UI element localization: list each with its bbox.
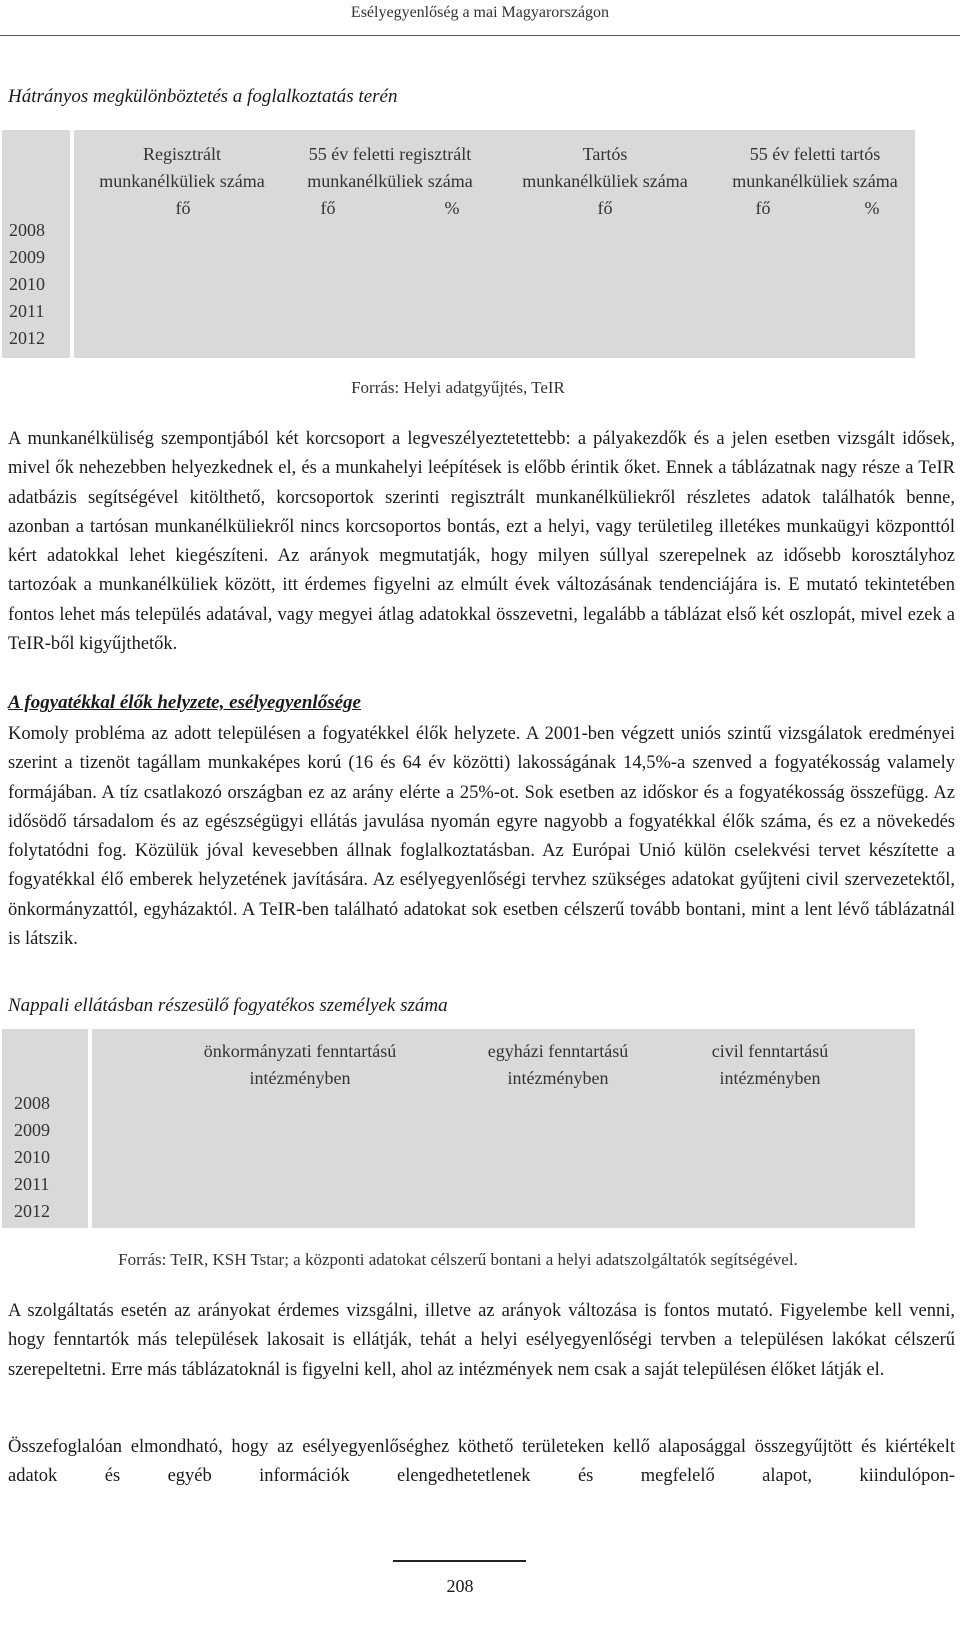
table2-divider <box>88 1029 92 1228</box>
paragraph: Komoly probléma az adott településen a fogyatékkel élők helyzete. A 2001-ben végzett uniós szintű vizsgálatok eredményei szerint a tizenöt tagállam munkaképes korú (16 és 64 év közötti) lakosságának 14,5%-a szenved a fogyatékosság valamely formájában. A tíz csatlakozó országban ez az arány elérte a 25%-ot. Sok esetben az időskor és a fogyatékosság összefügg. Az idősödő társadalom és az egészségügyi ellátás javulása nyomán egyre nagyobb a fogyatékkal élők száma, és ez a növekedés folytatódni fog. Közülük jóval kevesebben állnak foglalkoztatásban. Az Európai Unió külön cselekvési tervet készítette a fogyatékkal élő emberek helyzetének javítására. Az esélyegyenlőségi tervhez szükséges adatokat gyűjteni civil szervezetektől, önkormányzattól, egyházaktól. A TeIR-ben található adatokat sok esetben célszerű tovább bontani, mint a lent lévő táblázatnál is látszik. <box>8 724 955 950</box>
table2-col-header: egyházi fenntartású intézményben <box>487 1041 629 1088</box>
table2-col-header: civil fenntartású intézményben <box>711 1041 829 1088</box>
page-number: 208 <box>446 1576 474 1596</box>
year-label: 2010 <box>14 1147 50 1167</box>
unit-label: fő <box>175 198 191 218</box>
table1-col-header: Tartós munkanélküliek száma <box>522 144 688 191</box>
year-label: 2012 <box>14 1201 50 1221</box>
table1-source: Forrás: Helyi adatgyűjtés, TeIR <box>351 378 565 397</box>
paragraph: Összefoglalóan elmondható, hogy az esélyegyenlőséghez köthető területeken kellő alaposággal összegyűjtött és kiértékelt adatok és egyéb információk elengedhetetlenek és megfelelő alapot, kiindulópon- <box>8 1437 955 1487</box>
year-column <box>14 1090 50 1225</box>
header-rule <box>0 35 960 36</box>
year-label: 2009 <box>9 247 45 267</box>
table2-source: Forrás: TeIR, KSH Tstar; a központi adatokat célszerű bontani a helyi adatszolgáltatók segítségével. <box>118 1250 798 1269</box>
paragraph: A szolgáltatás esetén az arányokat érdemes vizsgálni, illetve az arányok változása is fontos mutató. Figyelembe kell venni, hogy fenntartók más települések lakosait is ellátják, tehát a helyi esélyegyenlőségi tervben a településen lakókat célszerű szerepeltetni. Erre más táblázatoknál is figyelni kell, ahol az intézmények nem csak a saját településen élőket látják el. <box>8 1301 955 1380</box>
unit-label: fő <box>755 198 771 218</box>
table2-col-header: önkormányzati fenntartású intézményben <box>203 1041 397 1088</box>
year-label: 2008 <box>9 220 45 240</box>
year-label: 2010 <box>9 274 45 294</box>
table2-title: Nappali ellátásban részesülő fogyatékos személyek száma <box>8 995 448 1016</box>
footer-rule <box>393 1560 526 1562</box>
unit-label: fő <box>320 198 336 218</box>
paragraph: A munkanélküliség szempontjából két korcsoport a legveszélyeztetettebb: a pályakezdők és a jelen esetben vizsgált idősek, mivel ők nehezebben helyezkednek el, és a munkahelyi leépítések is előbb érintik őket. Ennek a táblázatnak nagy része a TeIR adatbázis segítségével kitölthető, korcsoportok szerinti regisztrált munkanélküliekről részletes adatok találhatók benne, azonban a tartósan munkanélküliekről nincs korcsoportos bontás, ezt a helyi, vagy területileg illetékes munkaügyi központtól kért adatokkal lehet kiegészíteni. Az arányok megmutatják, hogy milyen súllyal szerepelnek az idősebb korosztályhoz tartozóak a munkanélküliek között, itt érdemes figyelni az elmúlt évek változásának tendenciájára is. E mutató tekintetében fontos lehet más település adatával, vagy megyei átlag adatokkal összevetni, legalább a táblázat első két oszlopát, mivel ezek a TeIR-ből kigyűjthetők. <box>8 429 955 655</box>
year-label: 2009 <box>14 1120 50 1140</box>
year-label: 2011 <box>14 1174 50 1194</box>
running-header: Esélyegyenlőség a mai Magyarországon <box>350 4 610 21</box>
unit-label: % <box>864 198 880 218</box>
table1-col-header: Regisztrált munkanélküliek száma <box>99 144 265 191</box>
year-label: 2008 <box>14 1093 50 1113</box>
table1-title: Hátrányos megkülönböztetés a foglalkoztatás terén <box>8 86 398 107</box>
section-heading: A fogyatékkal élők helyzete, esélyegyenlősége <box>8 692 361 713</box>
table1-col-header: 55 év feletti tartós munkanélküliek száma <box>732 144 898 191</box>
year-column <box>9 217 45 352</box>
year-label: 2011 <box>9 301 45 321</box>
year-label: 2012 <box>9 328 45 348</box>
unit-label: % <box>444 198 460 218</box>
unit-label: fő <box>597 198 613 218</box>
table1-col-header: 55 év feletti regisztrált munkanélküliek száma <box>307 144 473 191</box>
